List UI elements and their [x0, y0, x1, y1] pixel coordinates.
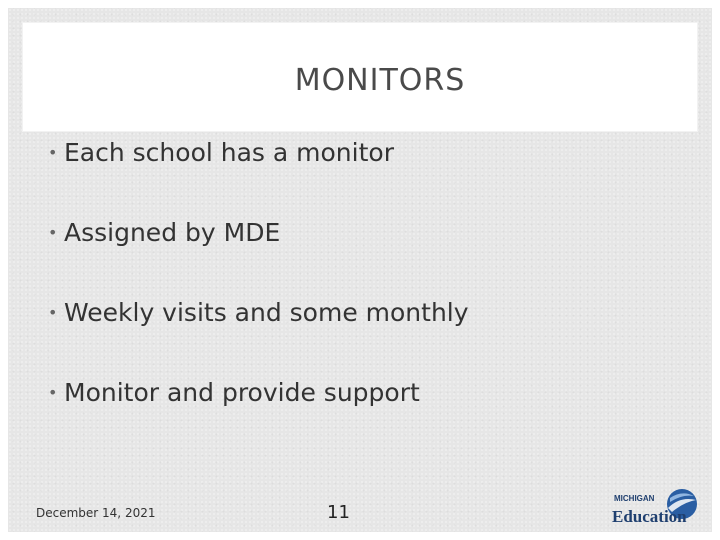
bullet-item [48, 138, 469, 218]
bullet-text: Weekly visits and some monthly [64, 298, 469, 327]
bullet-text: Monitor and provide support [64, 378, 420, 407]
bullet-point-icon: • [48, 223, 58, 242]
michigan-education-logo-icon [610, 486, 702, 530]
bullet-text: Each school has a monitor [64, 138, 394, 167]
slide-title: MONITORS [294, 63, 466, 98]
bullet-text: Assigned by MDE [64, 218, 281, 247]
bullet-point-icon: • [48, 303, 58, 322]
logo-top-text: MICHIGAN [614, 494, 655, 503]
logo-main-text: Education [612, 507, 687, 526]
bullet-item [48, 378, 469, 458]
title-band [22, 22, 698, 132]
footer-date: December 14, 2021 [36, 506, 156, 520]
bullet-item [48, 298, 469, 378]
bullet-list [48, 138, 469, 458]
bullet-point-icon: • [48, 143, 58, 162]
slide-number: 11 [327, 502, 350, 523]
bullet-item [48, 218, 469, 298]
bullet-point-icon: • [48, 383, 58, 402]
